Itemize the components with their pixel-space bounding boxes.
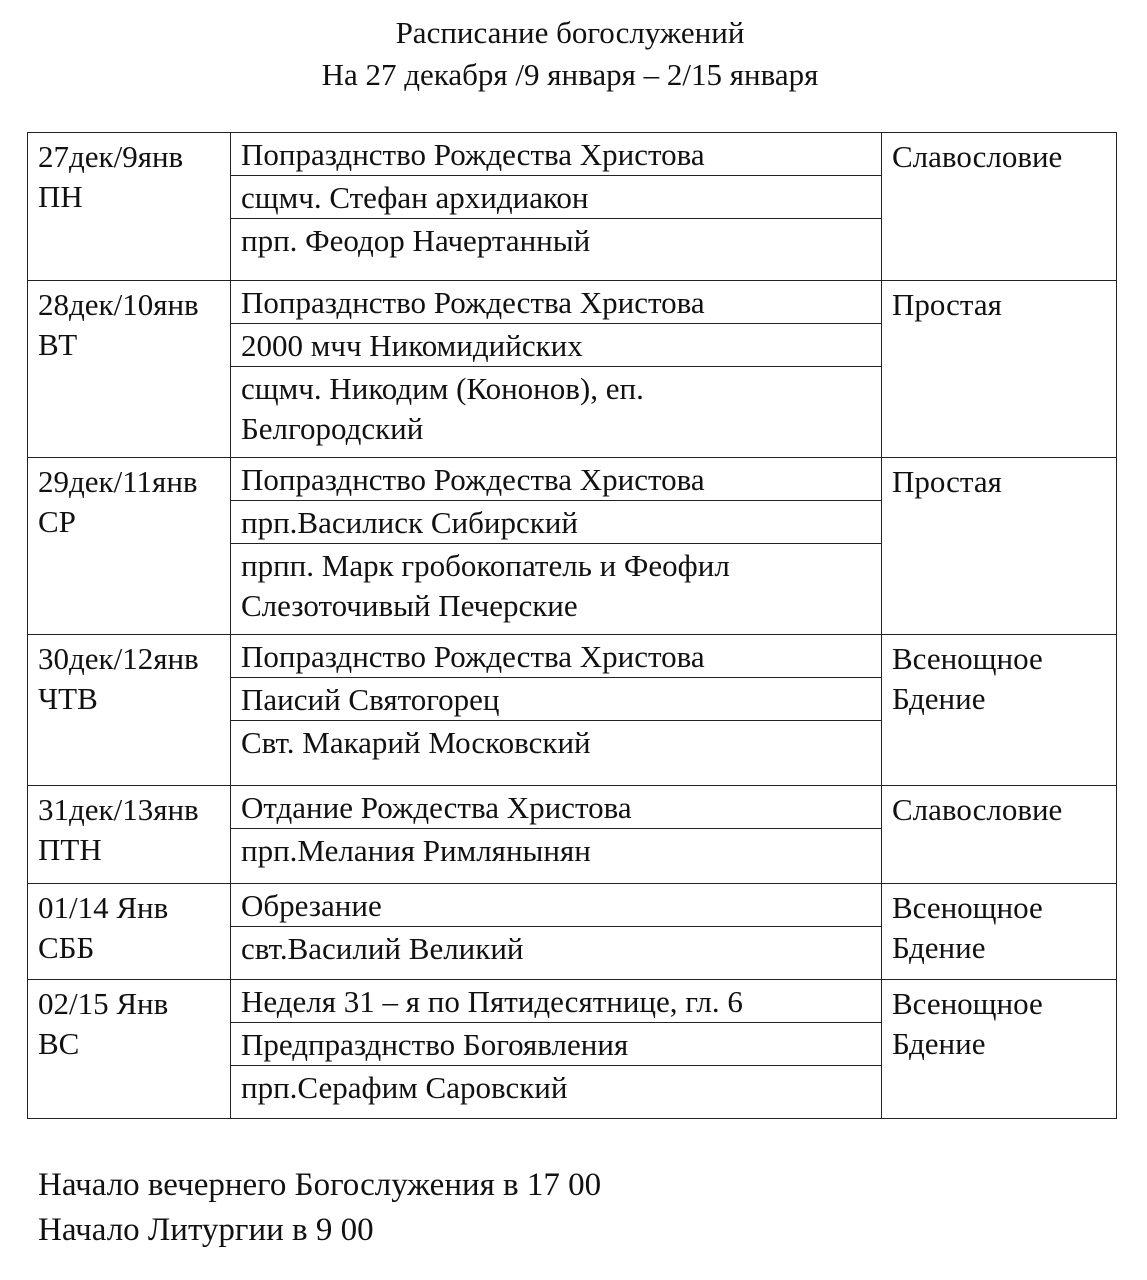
event-item: Обрезание bbox=[231, 884, 881, 927]
events-cell bbox=[231, 980, 882, 1119]
service-type-cell bbox=[882, 980, 1117, 1119]
service-type-cell bbox=[882, 635, 1117, 786]
schedule-row bbox=[28, 281, 1117, 458]
event-item: сщмч. Никодим (Кононов), еп. Белгородский bbox=[241, 371, 644, 446]
liturgy-time: Начало Литургии в 9 00 bbox=[38, 1212, 374, 1248]
date-label: 30дек/12янв bbox=[38, 641, 199, 676]
date-cell bbox=[28, 980, 231, 1119]
event-item: Отдание Рождества Христова bbox=[231, 786, 881, 829]
date-label: 31дек/13янв bbox=[38, 792, 199, 827]
event-item: Паисий Святогорец bbox=[231, 678, 881, 721]
weekday-label: ПН bbox=[38, 179, 83, 214]
service-type-label: Бдение bbox=[892, 681, 986, 716]
date-cell bbox=[28, 133, 231, 281]
date-label: 28дек/10янв bbox=[38, 287, 199, 322]
events-cell bbox=[231, 786, 882, 884]
event-item: Свт. Макарий Московский bbox=[241, 725, 591, 760]
schedule-row bbox=[28, 980, 1117, 1119]
date-label: 27дек/9янв bbox=[38, 139, 184, 174]
event-item: Попразднство Рождества Христова bbox=[231, 635, 881, 678]
event-item: Неделя 31 – я по Пятидесятнице, гл. 6 bbox=[231, 980, 881, 1023]
date-cell bbox=[28, 635, 231, 786]
event-item: прп.Василиск Сибирский bbox=[231, 501, 881, 544]
date-label: 29дек/11янв bbox=[38, 464, 198, 499]
service-type-label: Бдение bbox=[892, 1026, 986, 1061]
weekday-label: СР bbox=[38, 504, 76, 539]
service-type-label: Всенощное bbox=[892, 641, 1043, 676]
weekday-label: ПТН bbox=[38, 832, 102, 867]
date-cell bbox=[28, 884, 231, 980]
service-type-label: Бдение bbox=[892, 930, 986, 965]
date-label: 01/14 Янв bbox=[38, 890, 169, 925]
service-type-cell bbox=[882, 884, 1117, 980]
date-cell bbox=[28, 786, 231, 884]
weekday-label: ВТ bbox=[38, 327, 78, 362]
schedule-row bbox=[28, 133, 1117, 281]
schedule-row bbox=[28, 884, 1117, 980]
service-type-cell bbox=[882, 281, 1117, 458]
event-item: прп. Феодор Начертанный bbox=[241, 223, 591, 258]
events-cell bbox=[231, 458, 882, 635]
event-item: Попразднство Рождества Христова bbox=[231, 458, 881, 501]
event-item: прпп. Марк гробокопатель и Феофил Слезоточивый Печерские bbox=[241, 548, 730, 623]
schedule-row bbox=[28, 635, 1117, 786]
service-type-label: Простая bbox=[892, 287, 1002, 322]
schedule-row bbox=[28, 458, 1117, 635]
evening-service-time: Начало вечернего Богослужения в 17 00 bbox=[38, 1167, 602, 1203]
service-type-label: Простая bbox=[892, 464, 1002, 499]
date-cell bbox=[28, 458, 231, 635]
service-type-cell bbox=[882, 133, 1117, 281]
event-item: прп.Мелания Римлянынян bbox=[241, 833, 591, 868]
events-cell bbox=[231, 133, 882, 281]
date-label: 02/15 Янв bbox=[38, 986, 169, 1021]
events-cell bbox=[231, 635, 882, 786]
weekday-label: СББ bbox=[38, 930, 95, 965]
service-type-cell bbox=[882, 786, 1117, 884]
date-cell bbox=[28, 281, 231, 458]
event-item: сщмч. Стефан архидиакон bbox=[231, 176, 881, 219]
page-title: Расписание богослужений bbox=[395, 15, 745, 50]
service-type-label: Славословие bbox=[892, 139, 1063, 174]
events-cell bbox=[231, 884, 882, 980]
service-type-cell bbox=[882, 458, 1117, 635]
event-item: Попразднство Рождества Христова bbox=[231, 133, 881, 176]
page-subtitle: На 27 декабря /9 января – 2/15 января bbox=[321, 57, 819, 92]
weekday-label: ЧТВ bbox=[38, 681, 98, 716]
weekday-label: ВС bbox=[38, 1026, 80, 1061]
service-type-label: Славословие bbox=[892, 792, 1063, 827]
event-item: Попразднство Рождества Христова bbox=[231, 281, 881, 324]
schedule-row bbox=[28, 786, 1117, 884]
event-item: прп.Серафим Саровский bbox=[241, 1070, 568, 1105]
event-item: 2000 мчч Никомидийских bbox=[231, 324, 881, 367]
events-cell bbox=[231, 281, 882, 458]
service-type-label: Всенощное bbox=[892, 890, 1043, 925]
service-type-label: Всенощное bbox=[892, 986, 1043, 1021]
schedule-table bbox=[27, 132, 1117, 1119]
event-item: свт.Василий Великий bbox=[241, 931, 524, 966]
event-item: Предпразднство Богоявления bbox=[231, 1023, 881, 1066]
